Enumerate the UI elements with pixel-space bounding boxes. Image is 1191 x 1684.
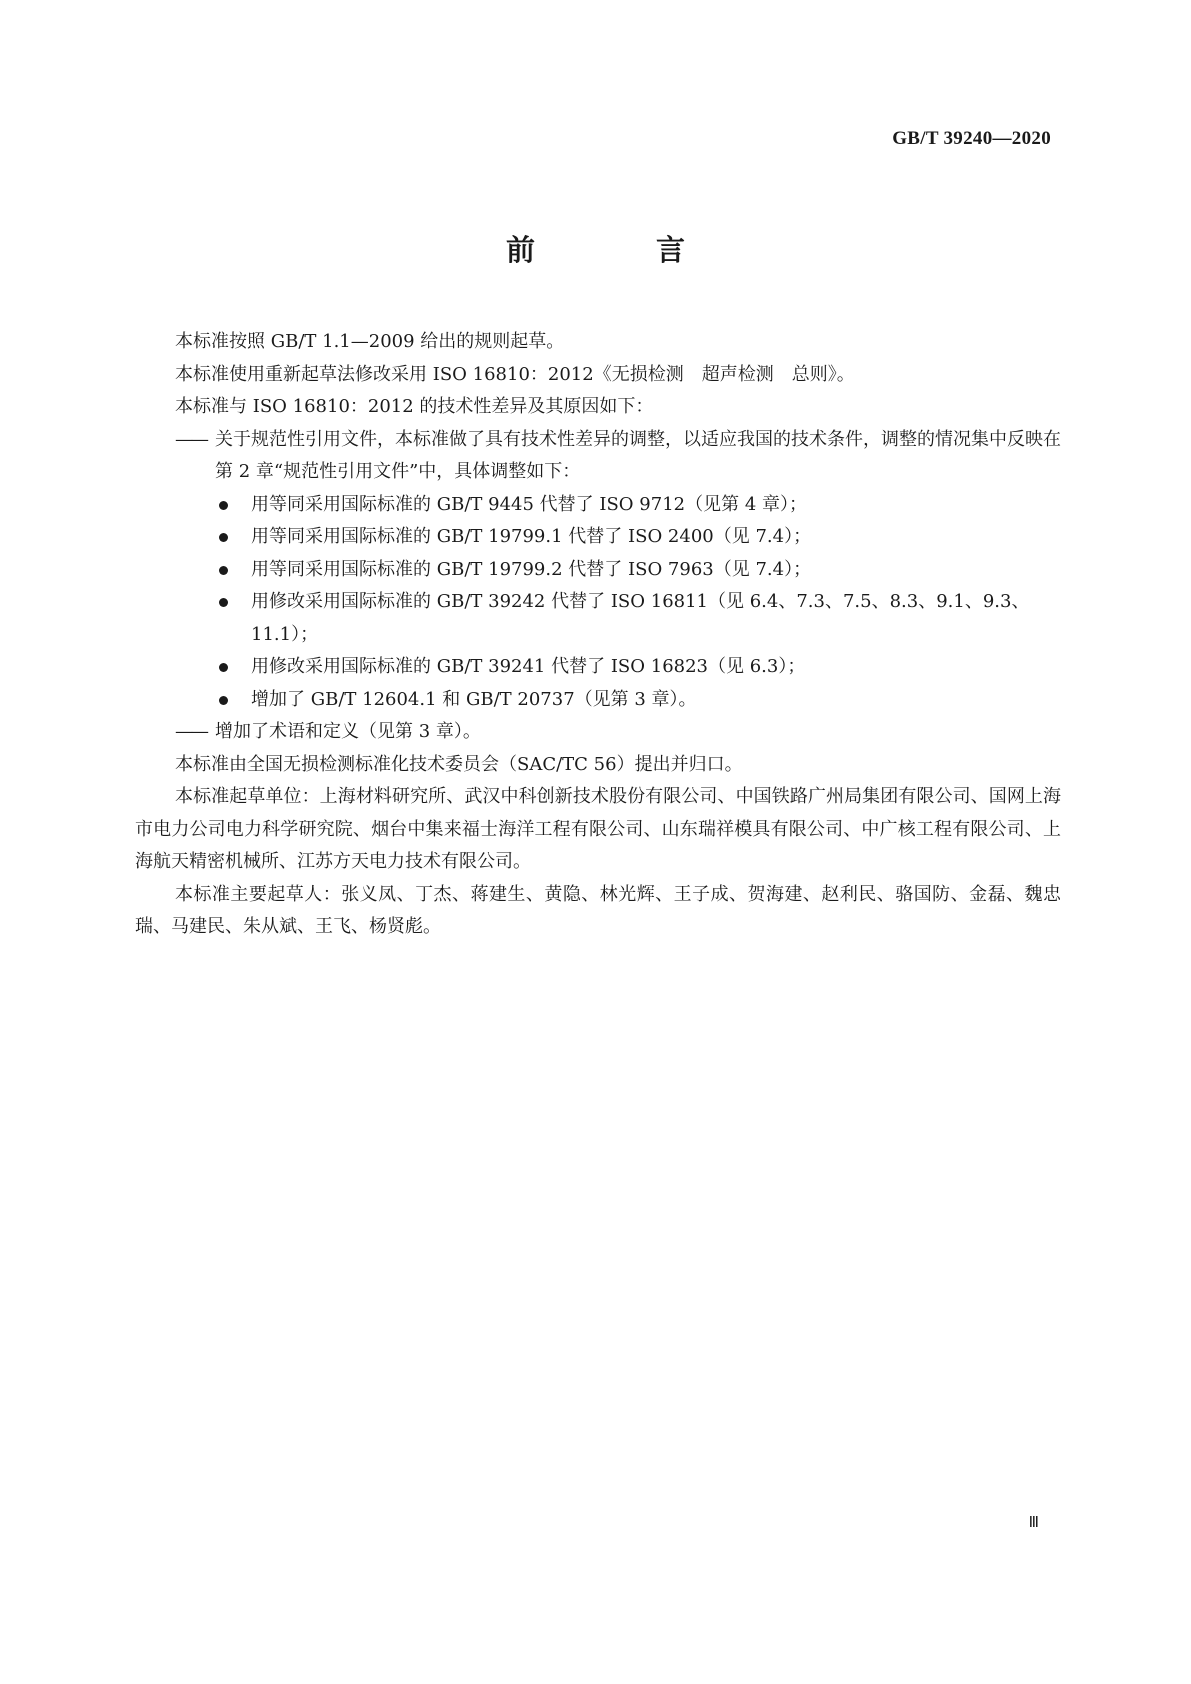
- standard-number: GB/T 39240—2020: [892, 128, 1051, 149]
- dash-item-terms-definitions: [135, 716, 1061, 749]
- bullet-icon: [219, 566, 228, 575]
- list-item: [135, 489, 1061, 522]
- page-title: 前 言: [505, 233, 731, 267]
- list-item-text: 用等同采用国际标准的 GB/T 19799.1 代替了 ISO 2400（见 7.4）；: [251, 526, 812, 547]
- bullet-icon: [219, 598, 228, 607]
- list-item: [135, 521, 1061, 554]
- list-item-text: 用等同采用国际标准的 GB/T 19799.2 代替了 ISO 7963（见 7.4）；: [251, 558, 812, 580]
- bullet-icon: [219, 696, 228, 705]
- list-item-text: 用修改采用国际标准的 GB/T 39241 代替了 ISO 16823（见 6.3）；: [251, 656, 806, 677]
- list-item: [135, 651, 1061, 684]
- paragraph-drafting-units: 本标准起草单位：上海材料研究所、武汉中科创新技术股份有限公司、中国铁路广州局集团有限公司、国网上海市电力公司电力科学研究院、烟台中集来福士海洋工程有限公司、山东瑞祥模具有限公司、中广核工程有限公司、上海航天精密机械所、江苏方天电力技术有限公司。: [135, 786, 1061, 872]
- bullet-icon: [219, 663, 228, 672]
- paragraph-drafters: 本标准主要起草人：张义凤、丁杰、蒋建生、黄隐、林光辉、王子成、贺海建、赵利民、骆国防、金磊、魏忠瑞、马建民、朱从斌、王飞、杨贤彪。: [135, 883, 1061, 937]
- list-item: [135, 684, 1061, 717]
- dash-item-text: 增加了术语和定义（见第 3 章）。: [215, 721, 481, 742]
- page-number: Ⅲ: [1028, 1515, 1039, 1531]
- list-item-text: 用修改采用国际标准的 GB/T 39242 代替了 ISO 16811（见 6.4、7.3、7.5、8.3、9.1、9.3、11.1）；: [251, 591, 1030, 645]
- dash-mark: ——: [175, 428, 207, 450]
- replacement-list: [135, 489, 1061, 717]
- foreword-body: [135, 326, 1061, 944]
- list-item: [135, 554, 1061, 587]
- list-item-text: 增加了 GB/T 12604.1 和 GB/T 20737（见第 3 章）。: [251, 688, 697, 710]
- paragraph-differences-intro: 本标准与 ISO 16810：2012 的技术性差异及其原因如下：: [175, 396, 654, 417]
- list-item-text: 用等同采用国际标准的 GB/T 9445 代替了 ISO 9712（见第 4 章）；: [251, 493, 807, 515]
- paragraph-adoption-method: 本标准使用重新起草法修改采用 ISO 16810：2012《无损检测 超声检测 总则》。: [175, 363, 855, 385]
- dash-item-text: 关于规范性引用文件，本标准做了具有技术性差异的调整，以适应我国的技术条件，调整的情况集中反映在第 2 章“规范性引用文件”中，具体调整如下：: [215, 428, 1061, 482]
- paragraph-drafting-rules: 本标准按照 GB/T 1.1—2009 给出的规则起草。: [175, 331, 565, 352]
- dash-item-normative-references: [135, 424, 1061, 489]
- bullet-icon: [219, 533, 228, 542]
- bullet-icon: [219, 501, 228, 510]
- paragraph-proposer: 本标准由全国无损检测标准化技术委员会（SAC/TC 56）提出并归口。: [175, 753, 743, 775]
- dash-mark: ——: [175, 721, 207, 742]
- list-item: [135, 586, 1061, 651]
